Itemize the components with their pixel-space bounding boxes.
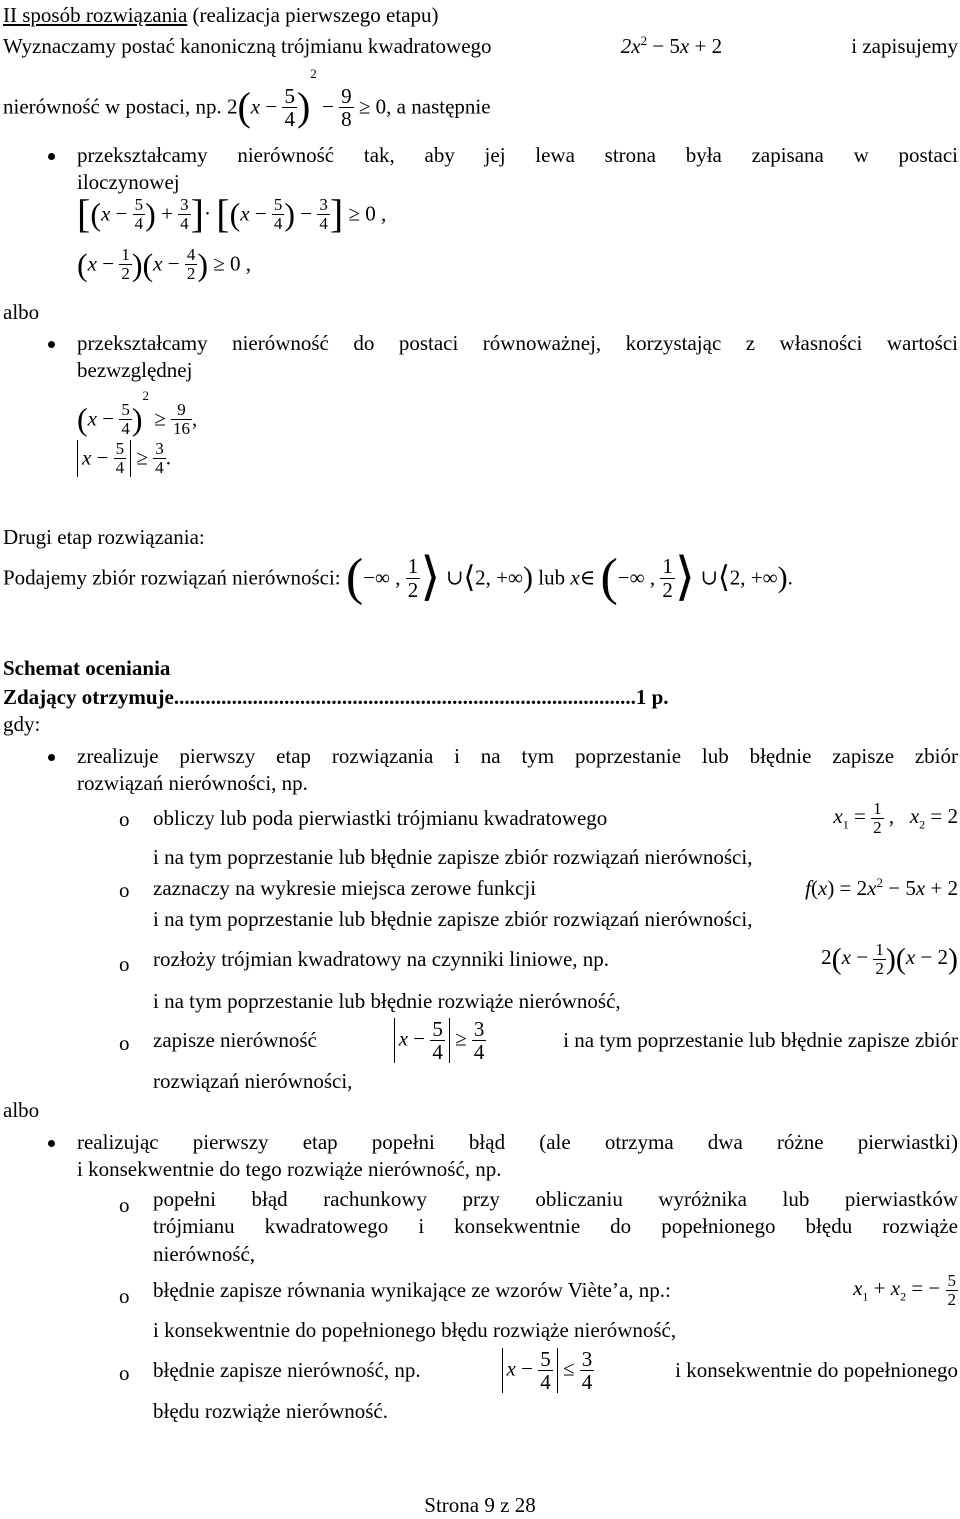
criteria-2-lead-line1: realizując pierwszy etap popełni błąd (ale otrzyma dwa różne pierwiastki) [77,1130,958,1154]
intro-line-2 [3,66,491,130]
scheme-title: Schemat oceniania [3,656,171,680]
intro-line-2-left: nierówność w postaci, np. [3,94,222,119]
sub-bullet-icon: o [119,807,130,831]
roots-expression: $x_1$ = $\frac{1}{2}$ , $x_2 = 2$ [833,799,958,837]
criteria-1-o4-text: zapisze nierówność [153,1027,317,1052]
product-form-bracketed: [(x − $\frac{5}{4}$ ) + $\frac{3}{4}$ ]· [(x − $\frac{5}{4}$ ) − $\frac{3}{4}$ ] ≥ 0 , [77,191,387,236]
sub-bullet-icon: o [119,1284,130,1308]
squared-form: (x − $\frac{5}{4}$ )$^2$ ≥ $\frac{9}{16}$ , [77,388,198,438]
criteria-1-o1-cont: i na tym poprzestanie lub błędnie zapisze zbiór rozwiązań nierówności, [153,845,753,869]
criteria-1-lead-line2: rozwiązań nierówności, np. [77,771,308,796]
criteria-2-o1-line2: trójmianu kwadratowego i konsekwentnie do popełnionego błędu rozwiąże [153,1214,958,1239]
bullet-icon [48,153,55,160]
page-footer: Strona 9 z 28 [424,1493,536,1517]
criteria-2-o3-cont: błędu rozwiąże nierówność. [153,1399,388,1423]
method-b [77,330,958,385]
albo-label-2: albo [3,1098,40,1122]
answer-or: lub [538,565,566,590]
sub-bullet-icon: o [119,1193,130,1217]
criteria-2-o2-text: błędnie zapisze równania wynikające ze wzorów Viète’a, np.: [153,1277,671,1302]
criteria-1-o3-cont: i na tym poprzestanie lub błędnie rozwiąże nierówność, [153,989,621,1013]
abs-inequality: x − $\frac{5}{4}$ ≥ $\frac{3}{4}$ [394,1018,487,1063]
method-a-line1: przekształcamy nierówność tak, aby jej lewa strona była zapisana w postaci [77,143,958,167]
score-line: Zdający otrzymuje........................................................................................1 p. [3,685,669,709]
intro-line-1 [3,33,958,60]
bullet-icon [48,754,55,761]
sub-bullet-icon: o [119,952,130,976]
function-expression: $f(x) = 2x^2 - 5x + 2$ [805,875,958,900]
method-b-line2: bezwzględnej [77,358,193,383]
method-a-line2: iloczynowej [77,170,180,195]
criteria-1-o4-cont: rozwiązań nierówności, [153,1069,353,1093]
criteria-1-o1-text: obliczy lub poda pierwiastki trójmianu kwadratowego [153,805,608,830]
intro-line-1-left: Wyznaczamy postać kanoniczną trójmianu kwadratowego [3,34,492,58]
criteria-1-o2-text: zaznaczy na wykresie miejsca zerowe funkcji [153,876,537,900]
method-a [77,142,958,197]
section-heading [3,2,439,29]
criteria-2-lead [77,1129,958,1184]
criteria-2-o1 [153,1186,958,1268]
criteria-2-o2 [153,1272,958,1309]
answer-lead: Podajemy zbiór rozwiązań nierówności: [3,565,341,590]
stage-two-title: Drugi etap rozwiązania: [3,525,205,549]
criteria-1-lead [77,743,958,798]
absolute-value-form: x − $\frac{5}{4}$ ≥ $\frac{3}{4}$ . [77,440,171,477]
canonical-form-inequality: 2(x − $\frac{5}{4}$ )$^2$ − $\frac{9}{8}$ ≥ 0 [226,66,387,131]
when-label: gdy: [3,712,41,736]
vieta-expression: $x_1 + x_2$ = − $\frac{5}{2}$ [853,1271,956,1309]
wrong-abs-inequality: x − $\frac{5}{4}$ ≤ $\frac{3}{4}$ [502,1348,595,1393]
criteria-1-o1 [153,800,958,837]
intro-line-2-right: , a następnie [386,94,491,119]
criteria-2-lead-line2: i konsekwentnie do tego rozwiąże nierówność, np. [77,1157,502,1182]
criteria-1-o2 [153,875,958,902]
trinomial-expression: $2x^2 - 5x + 2$ [620,33,723,58]
criteria-1-o2-cont: i na tym poprzestanie lub błędnie zapisze zbiór rozwiązań nierówności, [153,907,753,931]
criteria-1-o3 [153,941,958,978]
criteria-2-o3-tail: i konsekwentnie do popełnionego [675,1357,958,1382]
criteria-1-lead-line1: zrealizuje pierwszy etap rozwiązania i na tym poprzestanie lub błędnie zapisze zbiór [77,744,958,768]
criteria-1-o4-tail: i na tym poprzestanie lub błędnie zapisze zbiór [563,1027,958,1052]
criteria-2-o1-line3: nierówność, [153,1241,256,1266]
sub-bullet-icon: o [119,1361,130,1385]
criteria-2-o3-text: błędnie zapisze nierówność, np. [153,1357,421,1382]
bullet-icon [48,1140,55,1147]
bullet-icon [48,341,55,348]
criteria-2-o2-cont: i konsekwentnie do popełnionego błędu rozwiąże nierówność, [153,1318,677,1342]
criteria-1-o4 [153,1018,958,1063]
criteria-1-o3-text: rozłoży trójmian kwadratowy na czynniki liniowe, np. [153,946,610,971]
intro-line-1-right: i zapisujemy [851,34,958,58]
albo-label-1: albo [3,300,40,324]
sub-bullet-icon: o [119,1031,130,1055]
criteria-2-o1-line1: popełni błąd rachunkowy przy obliczaniu wyróżnika lub pierwiastków [153,1187,958,1211]
stage-two-answer: Podajemy zbiór rozwiązań nierówności: (−∞ , $\frac{1}{2}$ ⟩ ∪⟨2, +∞) lub x∈ (−∞ , $\frac{1}{2}$ ⟩ ∪⟨2, +∞). [3,549,793,606]
heading-underlined: II sposób rozwiązania [3,3,188,27]
product-form: (x − $\frac{1}{2}$ )(x − $\frac{4}{2}$ ) ≥ 0 , [77,245,251,283]
heading-rest: (realizacja pierwszego etapu) [187,3,439,27]
sub-bullet-icon: o [119,878,130,902]
method-b-line1: przekształcamy nierówność do postaci równoważnej, korzystając z własności wartości [77,331,958,355]
factored-expression: 2(x − $\frac{1}{2}$ )(x − 2) [821,940,958,978]
criteria-2-o3 [153,1348,958,1393]
